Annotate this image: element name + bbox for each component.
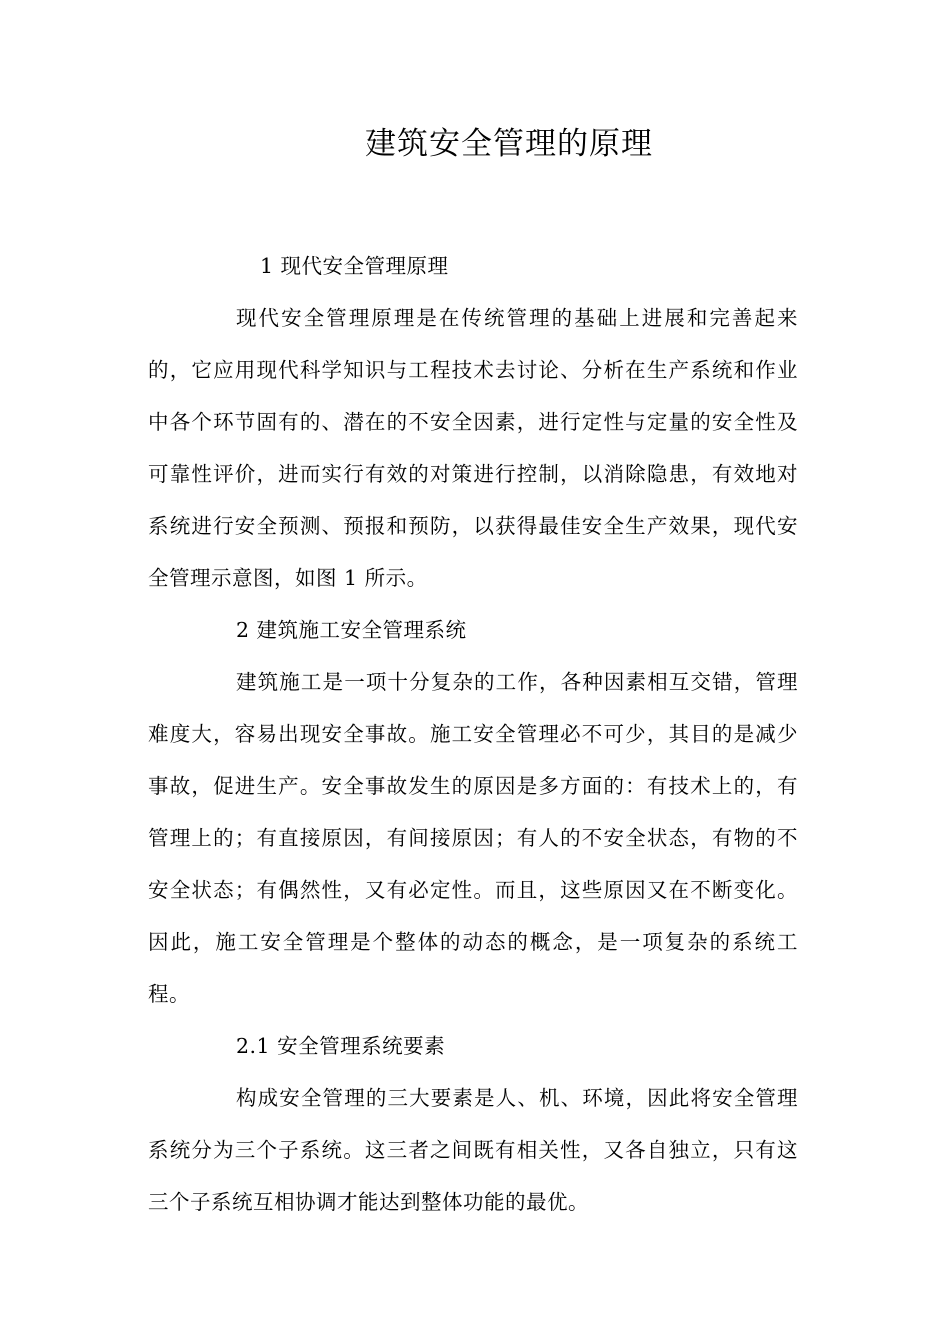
section-heading: 2.1 安全管理系统要素 bbox=[236, 1034, 446, 1058]
section-paragraph: 现代安全管理原理是在传统管理的基础上进展和完善起来的，它应用现代科学知识与工程技术去讨论、分析在生产系统和作业中各个环节固有的、潜在的不安全因素，进行定性与定量的安全性及可靠性评价，进而实行有效的对策进行控制，以消除隐患，有效地对系统进行安全预测、预报和预防，以获得最佳安全生产效果，现代安全管理示意图，如图 1 所示。 bbox=[148, 306, 798, 590]
document-body bbox=[148, 240, 798, 1228]
section-heading: 2 建筑施工安全管理系统 bbox=[236, 618, 467, 642]
section-heading: 1 现代安全管理原理 bbox=[260, 254, 449, 278]
section-paragraph: 建筑施工是一项十分复杂的工作，各种因素相互交错，管理难度大，容易出现安全事故。施工安全管理必不可少，其目的是减少事故，促进生产。安全事故发生的原因是多方面的：有技术上的，有管理上的；有直接原因，有间接原因；有人的不安全状态，有物的不安全状态；有偶然性，又有必定性。而且，这些原因又在不断变化。因此，施工安全管理是个整体的动态的概念，是一项复杂的系统工程。 bbox=[148, 670, 798, 1006]
section-paragraph: 构成安全管理的三大要素是人、机、环境，因此将安全管理系统分为三个子系统。这三者之间既有相关性，又各自独立，只有这三个子系统互相协调才能达到整体功能的最优。 bbox=[148, 1086, 798, 1214]
document-title: 建筑安全管理的原理 bbox=[365, 126, 653, 162]
